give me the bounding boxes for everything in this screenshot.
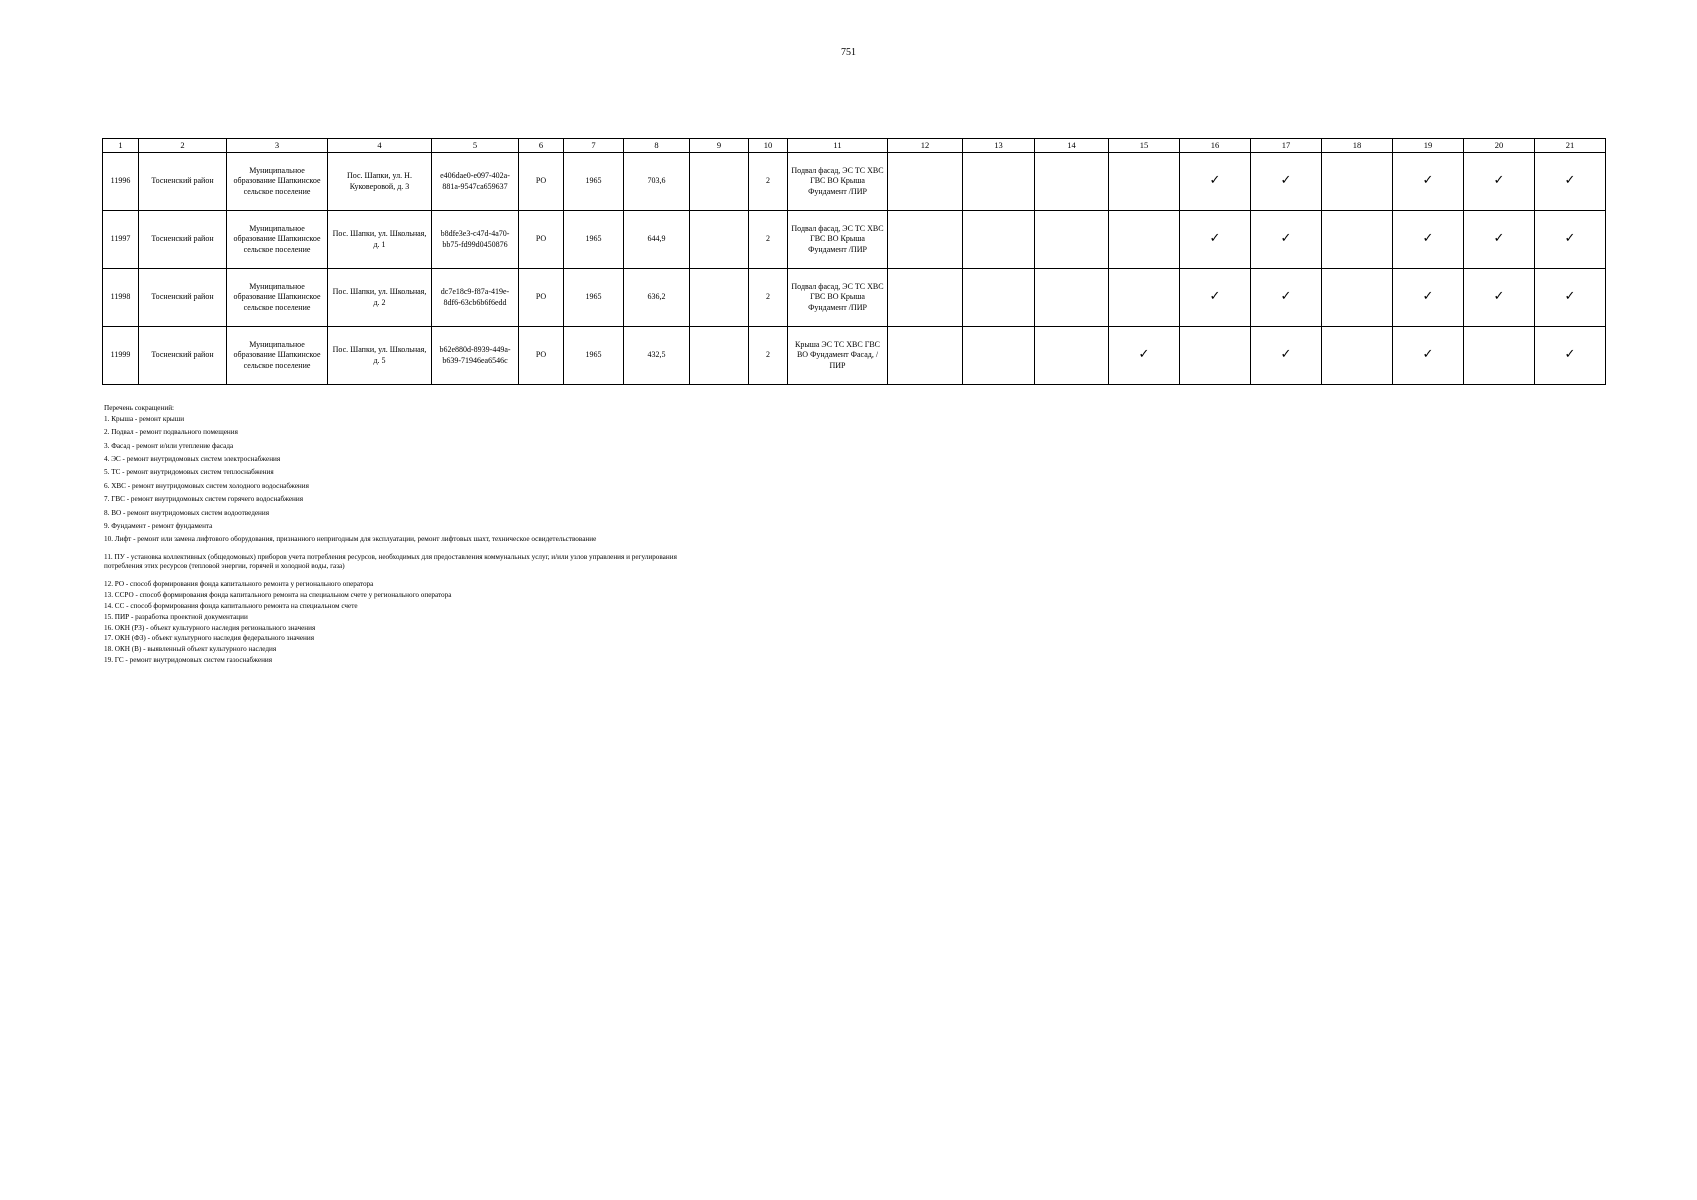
cell-area: 644,9	[624, 211, 690, 269]
legend-item: 6. ХВС - ремонт внутридомовых систем холодного водоснабжения	[104, 481, 309, 490]
table-row	[103, 211, 1606, 269]
legend-item: 7. ГВС - ремонт внутридомовых систем горячего водоснабжения	[104, 495, 304, 504]
cell-col18	[1322, 269, 1393, 327]
legend-item: 9. Фундамент - ремонт фундамента	[104, 521, 213, 530]
cell-floors: 2	[749, 327, 788, 385]
header-col-19: 19	[1393, 139, 1464, 153]
cell-floors: 2	[749, 153, 788, 211]
cell-id: 11997	[103, 211, 139, 269]
cell-col16	[1180, 327, 1251, 385]
cell-area: 432,5	[624, 327, 690, 385]
legend-item: 3. Фасад - ремонт и/или утепление фасада	[104, 441, 234, 450]
cell-col17	[1251, 211, 1322, 269]
cell-col13	[963, 211, 1035, 269]
header-col-2: 2	[139, 139, 227, 153]
cell-col16	[1180, 269, 1251, 327]
cell-col18	[1322, 327, 1393, 385]
cell-col21	[1535, 269, 1606, 327]
cell-col13	[963, 153, 1035, 211]
cell-address: Пос. Шапки, ул. Школьная, д. 1	[328, 211, 432, 269]
cell-col17	[1251, 153, 1322, 211]
check-mark-icon: ✓	[1493, 173, 1505, 189]
check-mark-icon: ✓	[1280, 347, 1292, 363]
cell-col19	[1393, 327, 1464, 385]
cell-works: Крыша ЭС ТС ХВС ГВС ВО Фундамент Фасад, /ПИР	[788, 327, 888, 385]
cell-id: 11998	[103, 269, 139, 327]
check-mark-icon: ✓	[1209, 231, 1221, 247]
header-col-12: 12	[888, 139, 963, 153]
cell-guid: dc7e18c9-f87a-419e-8df6-63cb6b6f6edd	[432, 269, 519, 327]
cell-col18	[1322, 211, 1393, 269]
legend-item: 5. ТС - ремонт внутридомовых систем теплоснабжения	[104, 468, 274, 477]
cell-col9	[690, 269, 749, 327]
cell-fund-method: РО	[519, 211, 564, 269]
table-row	[103, 327, 1606, 385]
cell-col20	[1464, 211, 1535, 269]
cell-col12	[888, 153, 963, 211]
legend-item: 17. ОКН (ФЗ) - объект культурного наследия федерального значения	[104, 634, 315, 643]
cell-col15	[1109, 153, 1180, 211]
cell-id: 11996	[103, 153, 139, 211]
check-mark-icon: ✓	[1138, 347, 1150, 363]
cell-col19	[1393, 211, 1464, 269]
table-row	[103, 153, 1606, 211]
cell-year: 1965	[564, 153, 624, 211]
cell-address: Пос. Шапки, ул. Школьная, д. 2	[328, 269, 432, 327]
cell-col15	[1109, 269, 1180, 327]
cell-works: Подвал фасад, ЭС ТС ХВС ГВС ВО Крыша Фундамент /ПИР	[788, 153, 888, 211]
header-col-11: 11	[788, 139, 888, 153]
legend-item: 16. ОКН (РЗ) - объект культурного наследия регионального значения	[104, 623, 316, 632]
cell-fund-method: РО	[519, 153, 564, 211]
cell-guid: b62e880d-8939-449a-b639-71946ea6546c	[432, 327, 519, 385]
cell-col20	[1464, 153, 1535, 211]
header-col-20: 20	[1464, 139, 1535, 153]
header-col-8: 8	[624, 139, 690, 153]
check-mark-icon: ✓	[1564, 289, 1576, 305]
legend-item: 4. ЭС - ремонт внутридомовых систем электроснабжения	[104, 454, 281, 463]
cell-district: Тосненский район	[139, 327, 227, 385]
legend-item: 18. ОКН (В) - выявленный объект культурного наследия	[104, 645, 277, 654]
check-mark-icon: ✓	[1280, 231, 1292, 247]
header-col-1: 1	[103, 139, 139, 153]
legend-item: 14. СС - способ формирования фонда капитального ремонта на специальном счете	[104, 601, 358, 610]
legend-item: 10. Лифт - ремонт или замена лифтового оборудования, признанного непригодным для эксплуатации, ремонт лифтовых шахт, техническое освидетельствование	[104, 535, 597, 544]
legend-item: 13. ССРО - способ формирования фонда капитального ремонта на специальном счете у регионального оператора	[104, 591, 452, 600]
cell-col17	[1251, 269, 1322, 327]
cell-col9	[690, 153, 749, 211]
check-mark-icon: ✓	[1493, 289, 1505, 305]
cell-col12	[888, 269, 963, 327]
cell-year: 1965	[564, 211, 624, 269]
cell-floors: 2	[749, 269, 788, 327]
check-mark-icon: ✓	[1280, 173, 1292, 189]
cell-municipality: Муниципальное образование Шапкинское сельское поселение	[227, 327, 328, 385]
header-col-6: 6	[519, 139, 564, 153]
header-col-17: 17	[1251, 139, 1322, 153]
legend-item: 15. ПИР - разработка проектной документации	[104, 612, 248, 621]
cell-col20	[1464, 327, 1535, 385]
cell-works: Подвал фасад, ЭС ТС ХВС ГВС ВО Крыша Фундамент /ПИР	[788, 269, 888, 327]
cell-col12	[888, 327, 963, 385]
cell-guid: b8dfe3e3-c47d-4a70-bb75-fd99d0450876	[432, 211, 519, 269]
check-mark-icon: ✓	[1564, 347, 1576, 363]
cell-year: 1965	[564, 269, 624, 327]
cell-col21	[1535, 211, 1606, 269]
legend-item: 1. Крыша - ремонт крыши	[104, 414, 185, 423]
header-col-7: 7	[564, 139, 624, 153]
cell-district: Тосненский район	[139, 153, 227, 211]
legend-title: Перечень сокращений:	[104, 404, 175, 412]
cell-municipality: Муниципальное образование Шапкинское сельское поселение	[227, 269, 328, 327]
check-mark-icon: ✓	[1280, 289, 1292, 305]
cell-works: Подвал фасад, ЭС ТС ХВС ГВС ВО Крыша Фундамент /ПИР	[788, 211, 888, 269]
check-mark-icon: ✓	[1422, 347, 1434, 363]
header-col-15: 15	[1109, 139, 1180, 153]
legend-item: 2. Подвал - ремонт подвального помещения	[104, 428, 238, 437]
legend-item: 8. ВО - ремонт внутридомовых систем водоотведения	[104, 508, 270, 517]
legend-item: 11. ПУ - установка коллективных (общедомовых) приборов учета потребления ресурсов, необходимых для предоставления коммунальных услуг, и/или узлов управления и регулирования потребления этих ресурсов (тепловой энергии, горячей и холодной воды, газа)	[104, 553, 677, 571]
cell-area: 703,6	[624, 153, 690, 211]
header-col-16: 16	[1180, 139, 1251, 153]
cell-col19	[1393, 269, 1464, 327]
cell-col12	[888, 211, 963, 269]
cell-col16	[1180, 211, 1251, 269]
cell-address: Пос. Шапки, ул. Школьная, д. 5	[328, 327, 432, 385]
cell-col16	[1180, 153, 1251, 211]
cell-fund-method: РО	[519, 327, 564, 385]
header-col-3: 3	[227, 139, 328, 153]
cell-municipality: Муниципальное образование Шапкинское сельское поселение	[227, 153, 328, 211]
cell-floors: 2	[749, 211, 788, 269]
cell-col15	[1109, 211, 1180, 269]
cell-area: 636,2	[624, 269, 690, 327]
header-col-14: 14	[1035, 139, 1109, 153]
cell-col9	[690, 211, 749, 269]
table-row	[103, 269, 1606, 327]
header-row	[103, 139, 1606, 153]
header-col-13: 13	[963, 139, 1035, 153]
cell-fund-method: РО	[519, 269, 564, 327]
cell-col19	[1393, 153, 1464, 211]
check-mark-icon: ✓	[1564, 173, 1576, 189]
header-col-18: 18	[1322, 139, 1393, 153]
cell-col20	[1464, 269, 1535, 327]
cell-col21	[1535, 327, 1606, 385]
cell-col15	[1109, 327, 1180, 385]
cell-district: Тосненский район	[139, 211, 227, 269]
cell-col14	[1035, 327, 1109, 385]
cell-col9	[690, 327, 749, 385]
check-mark-icon: ✓	[1209, 173, 1221, 189]
legend-item: 12. РО - способ формирования фонда капитального ремонта у регионального оператора	[104, 580, 374, 589]
check-mark-icon: ✓	[1493, 231, 1505, 247]
cell-col17	[1251, 327, 1322, 385]
check-mark-icon: ✓	[1422, 173, 1434, 189]
cell-col13	[963, 327, 1035, 385]
header-col-10: 10	[749, 139, 788, 153]
cell-col18	[1322, 153, 1393, 211]
cell-district: Тосненский район	[139, 269, 227, 327]
check-mark-icon: ✓	[1422, 289, 1434, 305]
cell-id: 11999	[103, 327, 139, 385]
cell-col13	[963, 269, 1035, 327]
cell-col14	[1035, 211, 1109, 269]
check-mark-icon: ✓	[1422, 231, 1434, 247]
cell-guid: e406dae0-e097-402a-881a-9547ca659637	[432, 153, 519, 211]
page-number: 751	[841, 47, 856, 58]
abbreviations-legend	[104, 404, 704, 667]
check-mark-icon: ✓	[1564, 231, 1576, 247]
cell-col14	[1035, 269, 1109, 327]
header-col-5: 5	[432, 139, 519, 153]
cell-address: Пос. Шапки, ул. Н. Куковеровой, д. 3	[328, 153, 432, 211]
cell-col14	[1035, 153, 1109, 211]
legend-item: 19. ГС - ремонт внутридомовых систем газоснабжения	[104, 655, 273, 664]
check-mark-icon: ✓	[1209, 289, 1221, 305]
header-col-21: 21	[1535, 139, 1606, 153]
header-col-9: 9	[690, 139, 749, 153]
header-col-4: 4	[328, 139, 432, 153]
cell-col21	[1535, 153, 1606, 211]
capital-repair-table	[102, 138, 1606, 385]
cell-municipality: Муниципальное образование Шапкинское сельское поселение	[227, 211, 328, 269]
cell-year: 1965	[564, 327, 624, 385]
